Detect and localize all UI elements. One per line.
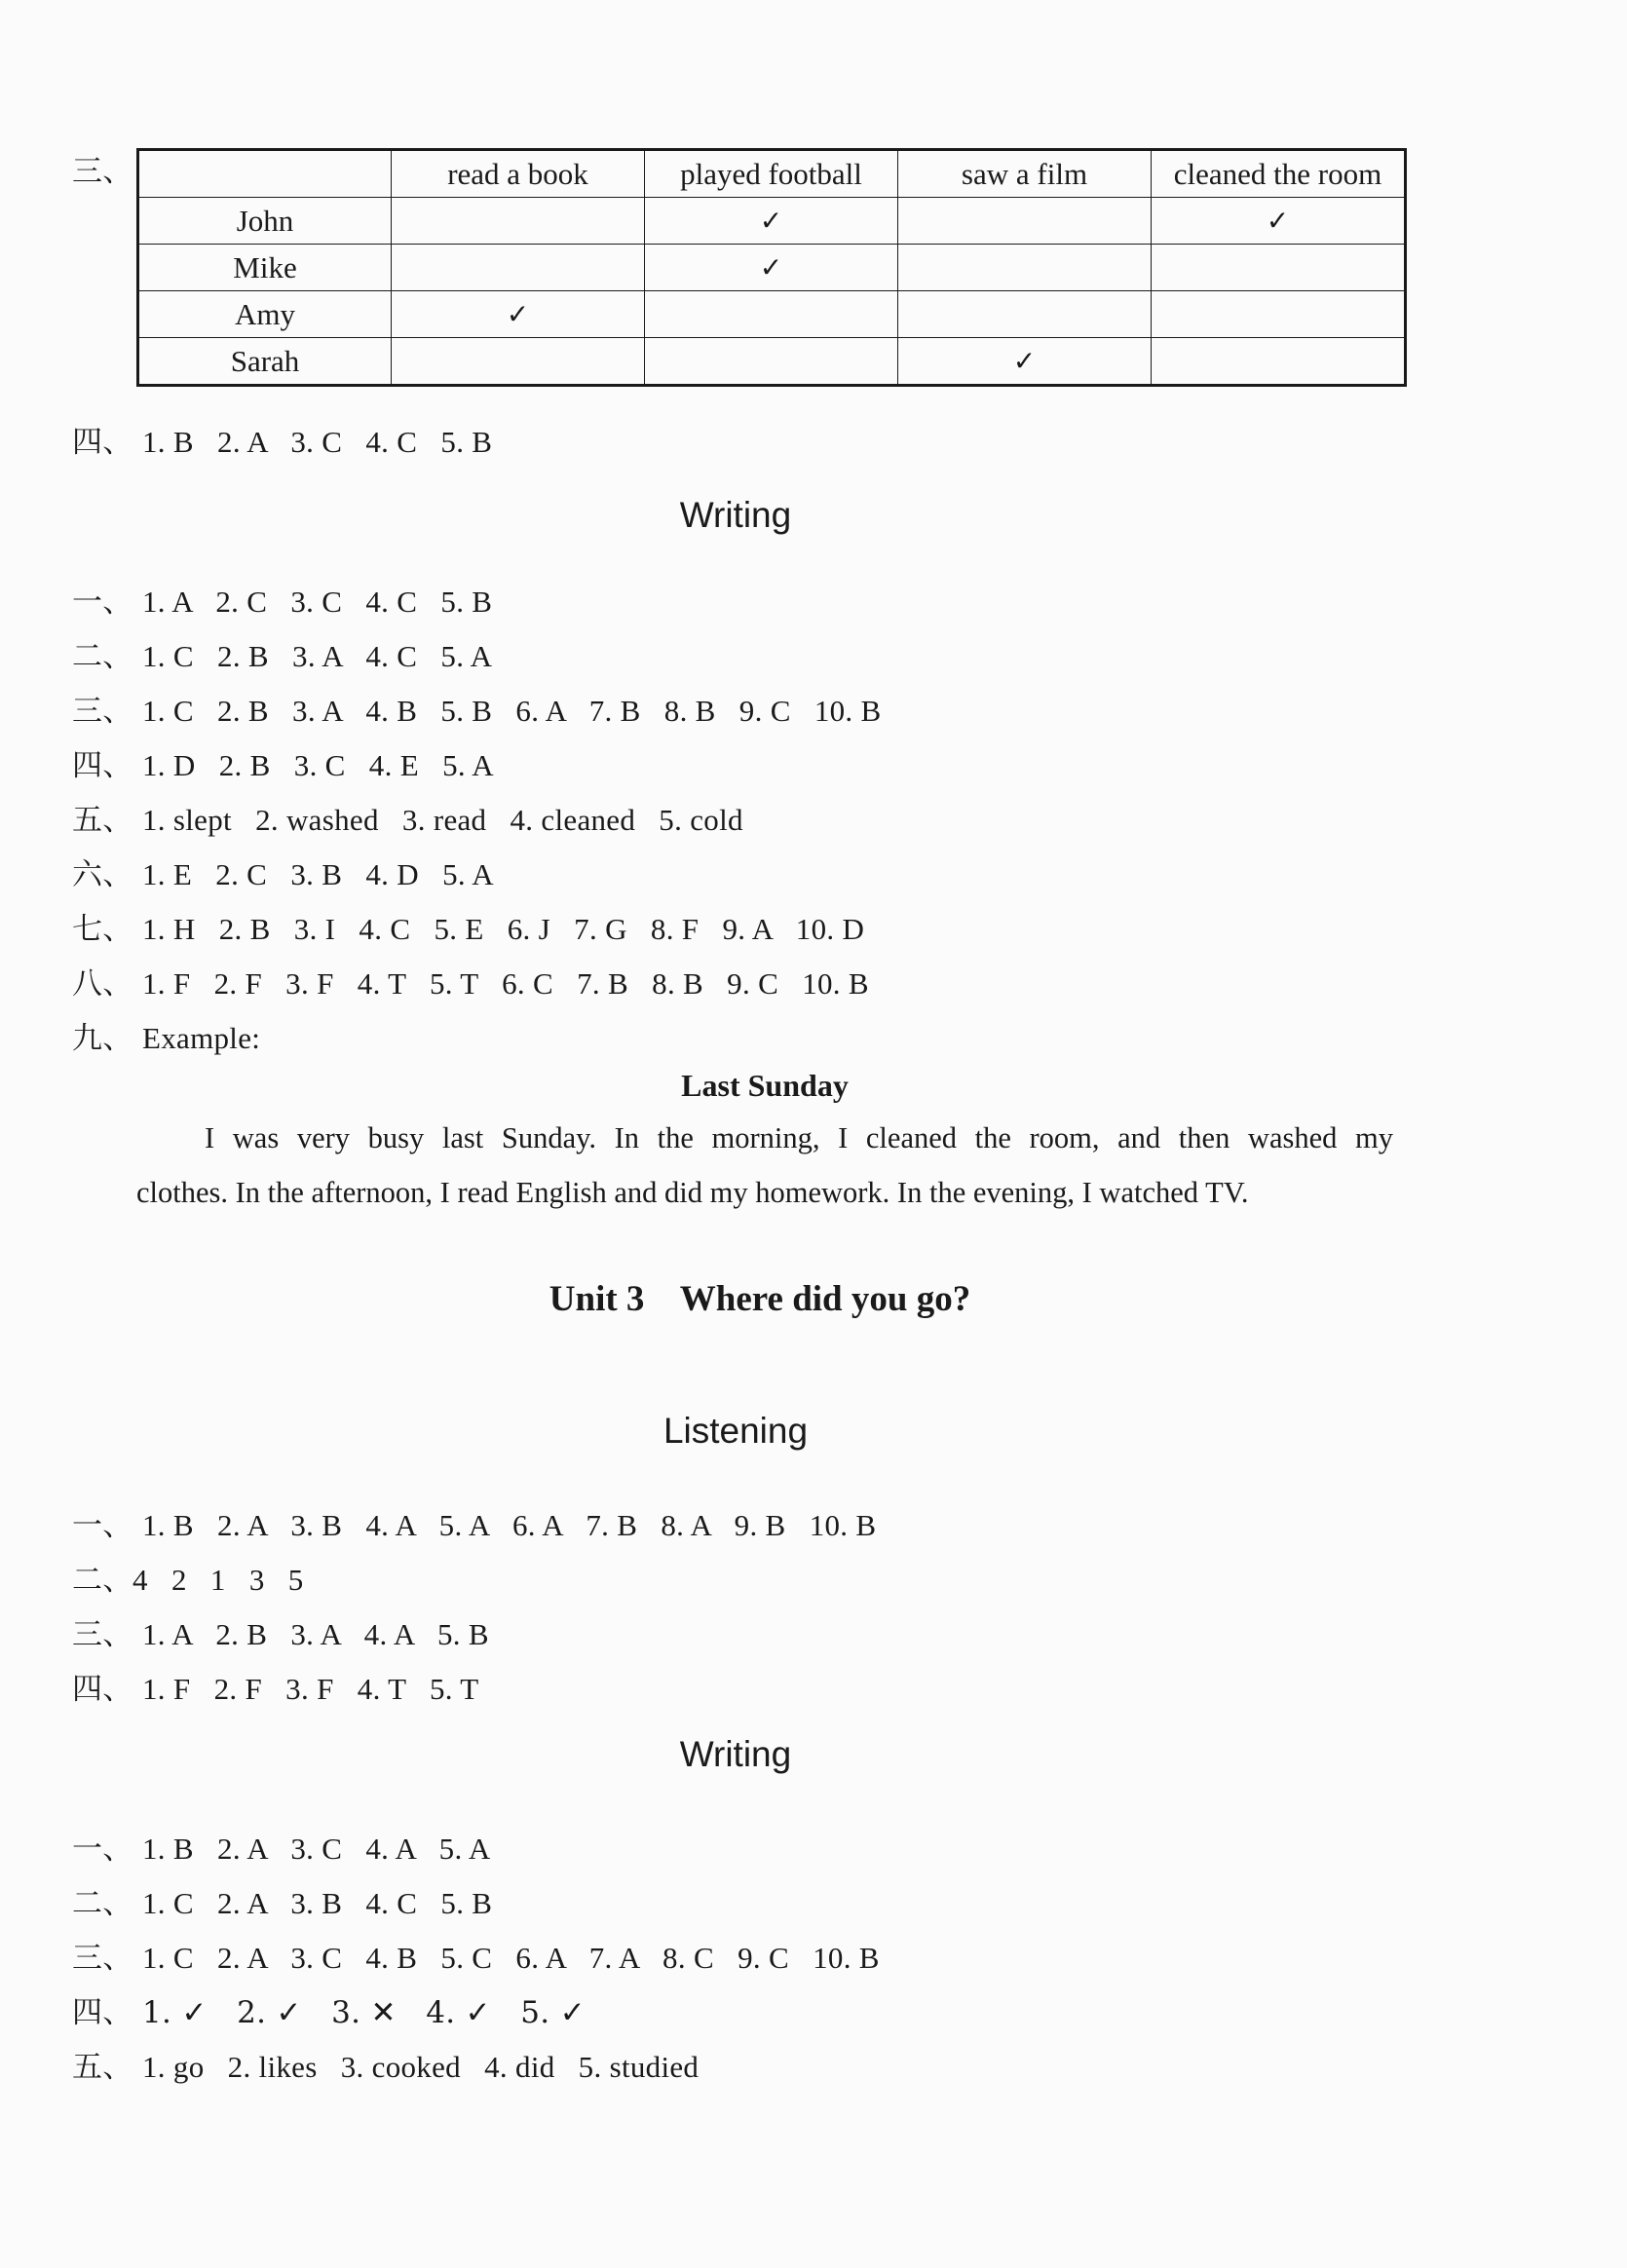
table-cell xyxy=(645,338,898,386)
table-cell: ✓ xyxy=(898,338,1152,386)
table-cell xyxy=(645,291,898,338)
essay-title: Last Sunday xyxy=(681,1068,849,1103)
answer-line xyxy=(72,577,492,621)
answer-line xyxy=(72,1013,260,1057)
answer-text: 1. E 2. C 3. B 4. D 5. A xyxy=(142,857,494,891)
answer-line xyxy=(72,904,864,948)
section-label: 五、 xyxy=(72,2050,133,2084)
unit-title: Unit 3 Where did you go? xyxy=(549,1279,971,1319)
answer-line xyxy=(72,1878,492,1922)
section-label: 三、 xyxy=(72,694,133,728)
essay-line: I was very busy last Sunday. In the morning, I cleaned the room, and then washed my xyxy=(205,1121,1393,1154)
answer-line xyxy=(72,1824,491,1868)
table-row-name: Mike xyxy=(138,245,392,291)
table-cell xyxy=(1152,245,1406,291)
answer-text: 1. slept 2. washed 3. read 4. cleaned 5. cold xyxy=(142,803,743,837)
table-row xyxy=(138,291,1406,338)
table-cell: ✓ xyxy=(645,198,898,245)
section-label: 四、 xyxy=(72,748,133,782)
section-heading-writing: Writing xyxy=(679,1734,792,1774)
answer-line xyxy=(72,2042,699,2086)
section-label: 九、 xyxy=(72,1021,133,1055)
answer-line xyxy=(72,1609,489,1653)
answer-line xyxy=(72,1555,304,1599)
section-label: 二、 xyxy=(72,1563,133,1597)
table-cell xyxy=(1152,291,1406,338)
section-label: 五、 xyxy=(72,803,133,837)
table-row xyxy=(138,245,1406,291)
answer-text: 1. ✓ 2. ✓ 3. ✕ 4. ✓ 5. ✓ xyxy=(142,1995,586,2030)
section-label: 四、 xyxy=(72,1672,133,1706)
table-header-cell: read a book xyxy=(392,150,645,198)
section-label: 一、 xyxy=(72,585,133,619)
table-row-name: Sarah xyxy=(138,338,392,386)
section-label: 三、 xyxy=(72,154,133,188)
answer-text: 1. C 2. A 3. C 4. B 5. C 6. A 7. A 8. C 9. C 10. B xyxy=(142,1941,880,1975)
answer-text: 1. A 2. B 3. A 4. A 5. B xyxy=(142,1617,489,1651)
table-cell xyxy=(898,198,1152,245)
section-heading-writing: Writing xyxy=(679,495,792,535)
answer-text: 1. F 2. F 3. F 4. T 5. T xyxy=(142,1672,479,1706)
answer-line xyxy=(72,1664,479,1708)
table-cell: ✓ xyxy=(392,291,645,338)
answer-text: 1. A 2. C 3. C 4. C 5. B xyxy=(142,585,493,619)
answer-text: 1. H 2. B 3. I 4. C 5. E 6. J 7. G 8. F 9. A 10. D xyxy=(142,912,865,946)
table-header-cell: played football xyxy=(645,150,898,198)
answer-line xyxy=(72,1500,876,1544)
table-row xyxy=(138,338,1406,386)
section-heading-listening: Listening xyxy=(662,1411,809,1451)
section-label: 四、 xyxy=(72,425,133,459)
answer-text: 1. go 2. likes 3. cooked 4. did 5. studied xyxy=(142,2050,700,2084)
table-cell xyxy=(392,245,645,291)
answer-text: 1. C 2. B 3. A 4. C 5. A xyxy=(142,639,493,673)
section-label: 一、 xyxy=(72,1508,133,1542)
table-row xyxy=(138,198,1406,245)
answer-text: 1. B 2. A 3. C 4. C 5. B xyxy=(142,425,493,459)
answer-line xyxy=(72,850,494,893)
table-cell xyxy=(392,198,645,245)
table-cell xyxy=(898,245,1152,291)
answer-text: 1. B 2. A 3. B 4. A 5. A 6. A 7. B 8. A 9. B 10. B xyxy=(142,1508,877,1542)
table-header-cell xyxy=(138,150,392,198)
table-cell xyxy=(1152,338,1406,386)
section-label: 六、 xyxy=(72,857,133,891)
table-cell: ✓ xyxy=(645,245,898,291)
essay-body xyxy=(136,1111,1393,1220)
answer-line xyxy=(72,795,743,839)
answer-line xyxy=(72,686,882,730)
table-header-row xyxy=(138,150,1406,198)
table-cell xyxy=(392,338,645,386)
table-row-name: Amy xyxy=(138,291,392,338)
answer-line xyxy=(72,1933,880,1977)
answer-text: 1. B 2. A 3. C 4. A 5. A xyxy=(142,1832,491,1866)
answer-text: 1. C 2. A 3. B 4. C 5. B xyxy=(142,1886,493,1920)
answer-text: Example: xyxy=(142,1021,261,1055)
section-label: 三、 xyxy=(72,1941,133,1975)
activity-table xyxy=(136,148,1407,387)
table-cell: ✓ xyxy=(1152,198,1406,245)
section-label: 七、 xyxy=(72,912,133,946)
section-label: 三、 xyxy=(72,1617,133,1651)
section-label: 四、 xyxy=(72,1995,133,2029)
answer-line xyxy=(72,740,494,784)
table-row-name: John xyxy=(138,198,392,245)
section-label: 二、 xyxy=(72,1886,133,1920)
section-label: 八、 xyxy=(72,966,133,1001)
answer-line xyxy=(72,417,492,461)
table-section-label xyxy=(72,146,133,190)
table-header-cell: saw a film xyxy=(898,150,1152,198)
answer-line xyxy=(72,959,869,1002)
answer-text: 1. F 2. F 3. F 4. T 5. T 6. C 7. B 8. B 9. C 10. B xyxy=(142,966,869,1001)
essay-line: clothes. In the afternoon, I read English and did my homework. In the evening, I watched TV. xyxy=(136,1176,1249,1209)
answer-text: 1. D 2. B 3. C 4. E 5. A xyxy=(142,748,494,782)
section-label: 二、 xyxy=(72,639,133,673)
answer-text: 4 2 1 3 5 xyxy=(132,1563,304,1597)
section-label: 一、 xyxy=(72,1832,133,1866)
table-cell xyxy=(898,291,1152,338)
answer-line xyxy=(72,1987,586,2031)
answer-line xyxy=(72,631,492,675)
table-header-cell: cleaned the room xyxy=(1152,150,1406,198)
answer-text: 1. C 2. B 3. A 4. B 5. B 6. A 7. B 8. B 9. C 10. B xyxy=(142,694,882,728)
